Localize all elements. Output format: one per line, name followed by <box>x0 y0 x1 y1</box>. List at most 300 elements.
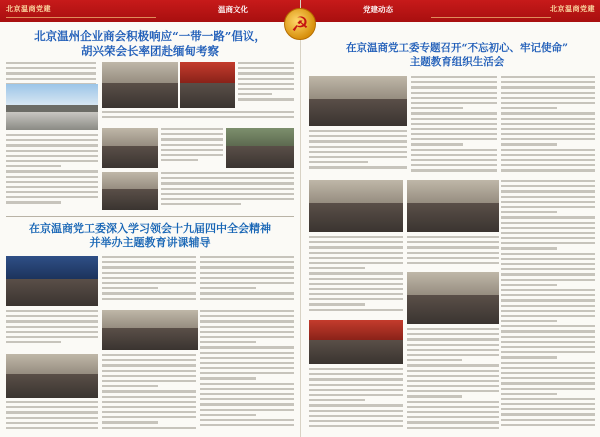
headline-fourth-plenum-study: 在京温商党工委深入学习领会十九届四中全会精神 并举办主题教育讲课辅导 <box>29 222 271 249</box>
text-line <box>407 338 499 340</box>
text-line <box>309 283 403 285</box>
text-line <box>6 315 98 317</box>
text-line <box>411 149 497 151</box>
text-line <box>309 293 403 295</box>
text-line <box>407 236 499 238</box>
text-line <box>309 166 407 168</box>
text-line <box>6 155 98 157</box>
text-line <box>407 246 499 248</box>
text-line <box>309 257 403 259</box>
publication-logo: 北京温商党建 <box>550 4 595 13</box>
text-line <box>200 266 294 268</box>
text-line <box>501 247 557 249</box>
text-line <box>407 349 499 351</box>
text-line <box>501 398 595 400</box>
delegation-photo <box>102 128 158 168</box>
text-line <box>6 78 96 80</box>
text-line <box>200 403 294 405</box>
text-line <box>200 315 294 317</box>
text-line <box>161 149 223 151</box>
text-line <box>309 156 407 158</box>
text-line <box>407 344 499 346</box>
text-line <box>309 298 403 300</box>
text-line <box>501 362 595 364</box>
text-line <box>238 67 294 69</box>
text-line <box>501 263 595 265</box>
handshake-photo <box>102 172 158 210</box>
text-line <box>407 395 462 397</box>
text-line <box>6 196 98 198</box>
text-line <box>501 112 595 114</box>
text-line <box>102 111 294 113</box>
text-line <box>309 368 403 370</box>
text-line <box>501 294 595 296</box>
text-line <box>102 266 196 268</box>
text-line <box>102 287 158 289</box>
text-line <box>6 427 98 429</box>
text-line <box>411 97 497 99</box>
article-text-block <box>501 76 595 176</box>
article-text-block <box>161 172 294 210</box>
text-line <box>238 78 294 80</box>
text-line <box>200 261 294 263</box>
text-line <box>309 384 403 386</box>
text-line <box>161 188 294 190</box>
article-text-block <box>102 354 196 432</box>
section-title: 党建动态 <box>363 5 393 14</box>
text-line <box>411 112 497 114</box>
text-line <box>411 138 497 140</box>
text-line <box>6 62 96 64</box>
text-line <box>102 390 196 392</box>
text-line <box>200 362 294 364</box>
text-line <box>309 394 403 396</box>
text-line <box>200 352 294 354</box>
text-line <box>411 92 497 94</box>
text-line <box>238 62 294 64</box>
text-line <box>161 159 198 161</box>
text-line <box>501 206 595 208</box>
text-line <box>6 336 98 338</box>
members-photo <box>407 272 499 324</box>
text-line <box>501 143 557 145</box>
text-line <box>407 370 499 372</box>
speech-photo <box>309 320 403 364</box>
text-line <box>411 102 497 104</box>
text-line <box>407 359 462 361</box>
meeting-room-photo <box>309 76 407 126</box>
text-line <box>501 92 595 94</box>
text-line <box>6 331 98 333</box>
text-line <box>309 288 403 290</box>
text-line <box>501 118 595 120</box>
text-line <box>411 169 497 171</box>
article-text-block <box>309 368 403 432</box>
text-line <box>238 98 294 100</box>
text-line <box>407 364 499 366</box>
right-header-band <box>301 0 600 22</box>
text-line <box>501 419 595 421</box>
text-line <box>309 389 403 391</box>
text-line <box>161 193 294 195</box>
text-line <box>102 256 196 258</box>
text-line <box>6 176 98 178</box>
text-line <box>200 424 294 426</box>
text-line <box>309 262 403 264</box>
headline-myanmar-visit: 北京温州企业商会积极响应“一带一路”倡议， 胡兴荣会长率团赴缅甸考察 <box>34 29 266 58</box>
text-line <box>309 267 365 269</box>
text-line <box>6 417 98 419</box>
text-line <box>501 346 595 348</box>
text-line <box>6 186 98 188</box>
text-line <box>501 268 595 270</box>
text-line <box>200 272 294 274</box>
text-line <box>102 416 196 418</box>
text-line <box>411 86 497 88</box>
text-line <box>200 341 256 343</box>
article-text-block <box>6 401 98 433</box>
text-line <box>501 320 557 322</box>
text-line <box>407 390 499 392</box>
text-line <box>411 159 497 161</box>
text-line <box>102 401 196 403</box>
text-line <box>309 399 365 401</box>
article-divider <box>6 216 294 217</box>
text-line <box>200 320 294 322</box>
text-line <box>6 406 98 408</box>
meeting-photo <box>180 62 235 108</box>
text-line <box>411 123 497 125</box>
article-text-block <box>309 130 407 176</box>
text-line <box>200 292 294 294</box>
text-line <box>407 257 499 259</box>
article-text-block <box>501 180 595 432</box>
text-line <box>200 377 256 379</box>
text-line <box>309 404 403 406</box>
text-line <box>6 72 96 74</box>
text-line <box>102 375 196 377</box>
text-line <box>6 181 98 183</box>
text-line <box>501 273 595 275</box>
article-text-block <box>407 328 499 432</box>
text-line <box>501 237 595 239</box>
text-line <box>6 320 98 322</box>
article-text-block <box>102 256 196 306</box>
text-line <box>501 190 595 192</box>
article-text-block <box>200 310 294 432</box>
text-line <box>6 134 98 136</box>
text-line <box>501 305 595 307</box>
text-line <box>102 359 196 361</box>
text-line <box>309 161 368 163</box>
left-header-band <box>0 0 300 22</box>
text-line <box>407 401 499 403</box>
text-line <box>161 177 294 179</box>
text-line <box>200 331 294 333</box>
text-line <box>200 393 294 395</box>
article-text-block <box>6 310 98 350</box>
text-line <box>200 256 294 258</box>
text-line <box>501 180 595 182</box>
text-line <box>161 182 294 184</box>
text-line <box>501 164 595 166</box>
text-line <box>501 159 595 161</box>
text-line <box>501 123 595 125</box>
text-line <box>102 385 158 387</box>
article-text-block <box>102 111 294 125</box>
headline-life-meeting: 在京温商党工委专题召开“不忘初心、牢记使命” 主题教育组织生活会 <box>345 42 569 68</box>
text-line <box>501 382 595 384</box>
text-line <box>200 336 294 338</box>
header-rule <box>431 17 551 18</box>
article-text-block <box>407 236 499 270</box>
text-line <box>102 354 196 356</box>
text-line <box>102 292 196 294</box>
text-line <box>309 425 403 427</box>
text-line <box>309 378 403 380</box>
text-line <box>6 139 98 141</box>
text-line <box>501 211 557 213</box>
text-line <box>411 154 497 156</box>
text-line <box>407 252 499 254</box>
text-line <box>501 372 595 374</box>
text-line <box>6 310 98 312</box>
text-line <box>501 279 595 281</box>
text-line <box>501 154 595 156</box>
text-line <box>501 76 595 78</box>
text-line <box>200 346 294 348</box>
text-line <box>200 414 256 416</box>
text-line <box>501 393 557 395</box>
text-line <box>200 398 294 400</box>
text-line <box>411 164 497 166</box>
text-line <box>102 261 196 263</box>
text-line <box>161 172 294 174</box>
text-line <box>411 143 463 145</box>
text-line <box>309 246 403 248</box>
text-line <box>200 298 294 300</box>
text-line <box>411 76 497 78</box>
text-line <box>407 427 499 429</box>
text-line <box>501 341 595 343</box>
text-line <box>200 326 294 328</box>
text-line <box>200 310 294 312</box>
text-line <box>102 277 196 279</box>
text-line <box>501 377 595 379</box>
text-line <box>501 388 595 390</box>
text-line <box>309 373 403 375</box>
text-line <box>200 367 294 369</box>
text-line <box>501 299 595 301</box>
text-line <box>309 236 403 238</box>
text-line <box>238 88 294 90</box>
text-line <box>501 367 595 369</box>
article-text-block <box>161 128 223 168</box>
text-line <box>309 130 407 132</box>
text-line <box>407 241 499 243</box>
text-line <box>501 413 595 415</box>
article-text-block <box>309 236 403 316</box>
text-line <box>309 278 403 280</box>
text-line <box>238 83 294 85</box>
text-line <box>407 262 499 264</box>
text-line <box>407 354 499 356</box>
text-line <box>501 408 595 410</box>
text-line <box>6 201 61 203</box>
text-line <box>501 336 595 338</box>
text-line <box>407 406 499 408</box>
text-line <box>6 401 98 403</box>
text-line <box>102 421 158 423</box>
text-line <box>309 135 407 137</box>
text-line <box>102 272 196 274</box>
text-line <box>309 146 407 148</box>
right-page <box>300 0 600 437</box>
text-line <box>309 410 403 412</box>
text-line <box>238 93 272 95</box>
section-title: 温商文化 <box>218 5 248 14</box>
text-line <box>501 169 595 171</box>
text-line <box>407 380 499 382</box>
text-line <box>102 116 294 118</box>
text-line <box>501 227 595 229</box>
text-line <box>501 424 595 426</box>
text-line <box>501 216 595 218</box>
party-emblem: ☭ <box>280 8 320 44</box>
text-line <box>102 282 196 284</box>
text-line <box>102 298 196 300</box>
text-line <box>309 140 407 142</box>
text-line <box>309 272 403 274</box>
text-line <box>200 383 294 385</box>
group-photo <box>102 62 178 108</box>
text-line <box>161 154 223 156</box>
text-line <box>411 118 497 120</box>
header-rule <box>6 17 156 18</box>
text-line <box>501 196 595 198</box>
text-line <box>501 310 595 312</box>
text-line <box>200 282 294 284</box>
text-line <box>407 375 499 377</box>
text-line <box>102 406 196 408</box>
text-line <box>407 411 499 413</box>
text-line <box>501 222 595 224</box>
text-line <box>309 415 403 417</box>
text-line <box>501 242 595 244</box>
text-line <box>501 232 595 234</box>
study-session-photo <box>6 354 98 398</box>
text-line <box>501 107 557 109</box>
text-line <box>6 160 98 162</box>
text-line <box>501 289 595 291</box>
text-line <box>501 81 595 83</box>
text-line <box>309 241 403 243</box>
speaker-photo <box>102 310 198 350</box>
text-line <box>407 421 499 423</box>
text-line <box>501 403 595 405</box>
text-line <box>102 427 196 429</box>
text-line <box>501 330 595 332</box>
text-line <box>200 388 294 390</box>
text-line <box>411 81 497 83</box>
text-line <box>501 356 557 358</box>
text-line <box>501 185 595 187</box>
text-line <box>309 252 403 254</box>
text-line <box>161 144 223 146</box>
text-line <box>407 333 499 335</box>
text-line <box>6 191 98 193</box>
text-line <box>200 409 294 411</box>
text-line <box>6 422 98 424</box>
text-line <box>407 416 499 418</box>
text-line <box>501 149 595 151</box>
text-line <box>407 385 499 387</box>
discussion-photo <box>407 180 499 232</box>
text-line <box>161 133 223 135</box>
text-line <box>6 170 98 172</box>
lecture-photo <box>6 256 98 306</box>
text-line <box>309 420 403 422</box>
text-line <box>161 138 223 140</box>
text-line <box>501 86 595 88</box>
text-line <box>200 372 294 374</box>
text-line <box>407 328 499 330</box>
round-table-photo <box>309 180 403 232</box>
text-line <box>238 72 294 74</box>
text-line <box>6 411 98 413</box>
text-line <box>501 201 595 203</box>
text-line <box>200 357 294 359</box>
article-text-block <box>411 76 497 176</box>
text-line <box>501 315 595 317</box>
text-line <box>309 303 365 305</box>
text-line <box>200 419 294 421</box>
text-line <box>102 364 196 366</box>
text-line <box>501 102 595 104</box>
text-line <box>501 325 595 327</box>
text-line <box>411 133 497 135</box>
text-line <box>309 151 407 153</box>
text-line <box>501 97 595 99</box>
text-line <box>161 203 241 205</box>
text-line <box>501 284 557 286</box>
text-line <box>6 341 61 343</box>
text-line <box>501 258 595 260</box>
text-line <box>6 67 96 69</box>
text-line <box>6 150 98 152</box>
text-line <box>6 326 98 328</box>
text-line <box>501 351 595 353</box>
text-line <box>161 198 294 200</box>
text-line <box>501 128 595 130</box>
article-text-block <box>6 134 98 210</box>
text-line <box>6 144 98 146</box>
text-line <box>501 138 595 140</box>
text-line <box>501 253 595 255</box>
text-line <box>102 370 196 372</box>
publication-logo: 北京温商党建 <box>6 4 51 13</box>
text-line <box>6 165 61 167</box>
text-line <box>411 107 463 109</box>
conference-photo <box>226 128 294 168</box>
article-text-block <box>200 256 294 306</box>
text-line <box>161 128 223 130</box>
text-line <box>200 277 294 279</box>
text-line <box>200 287 256 289</box>
text-line <box>309 309 403 311</box>
article-text-block <box>238 62 294 108</box>
text-line <box>501 133 595 135</box>
